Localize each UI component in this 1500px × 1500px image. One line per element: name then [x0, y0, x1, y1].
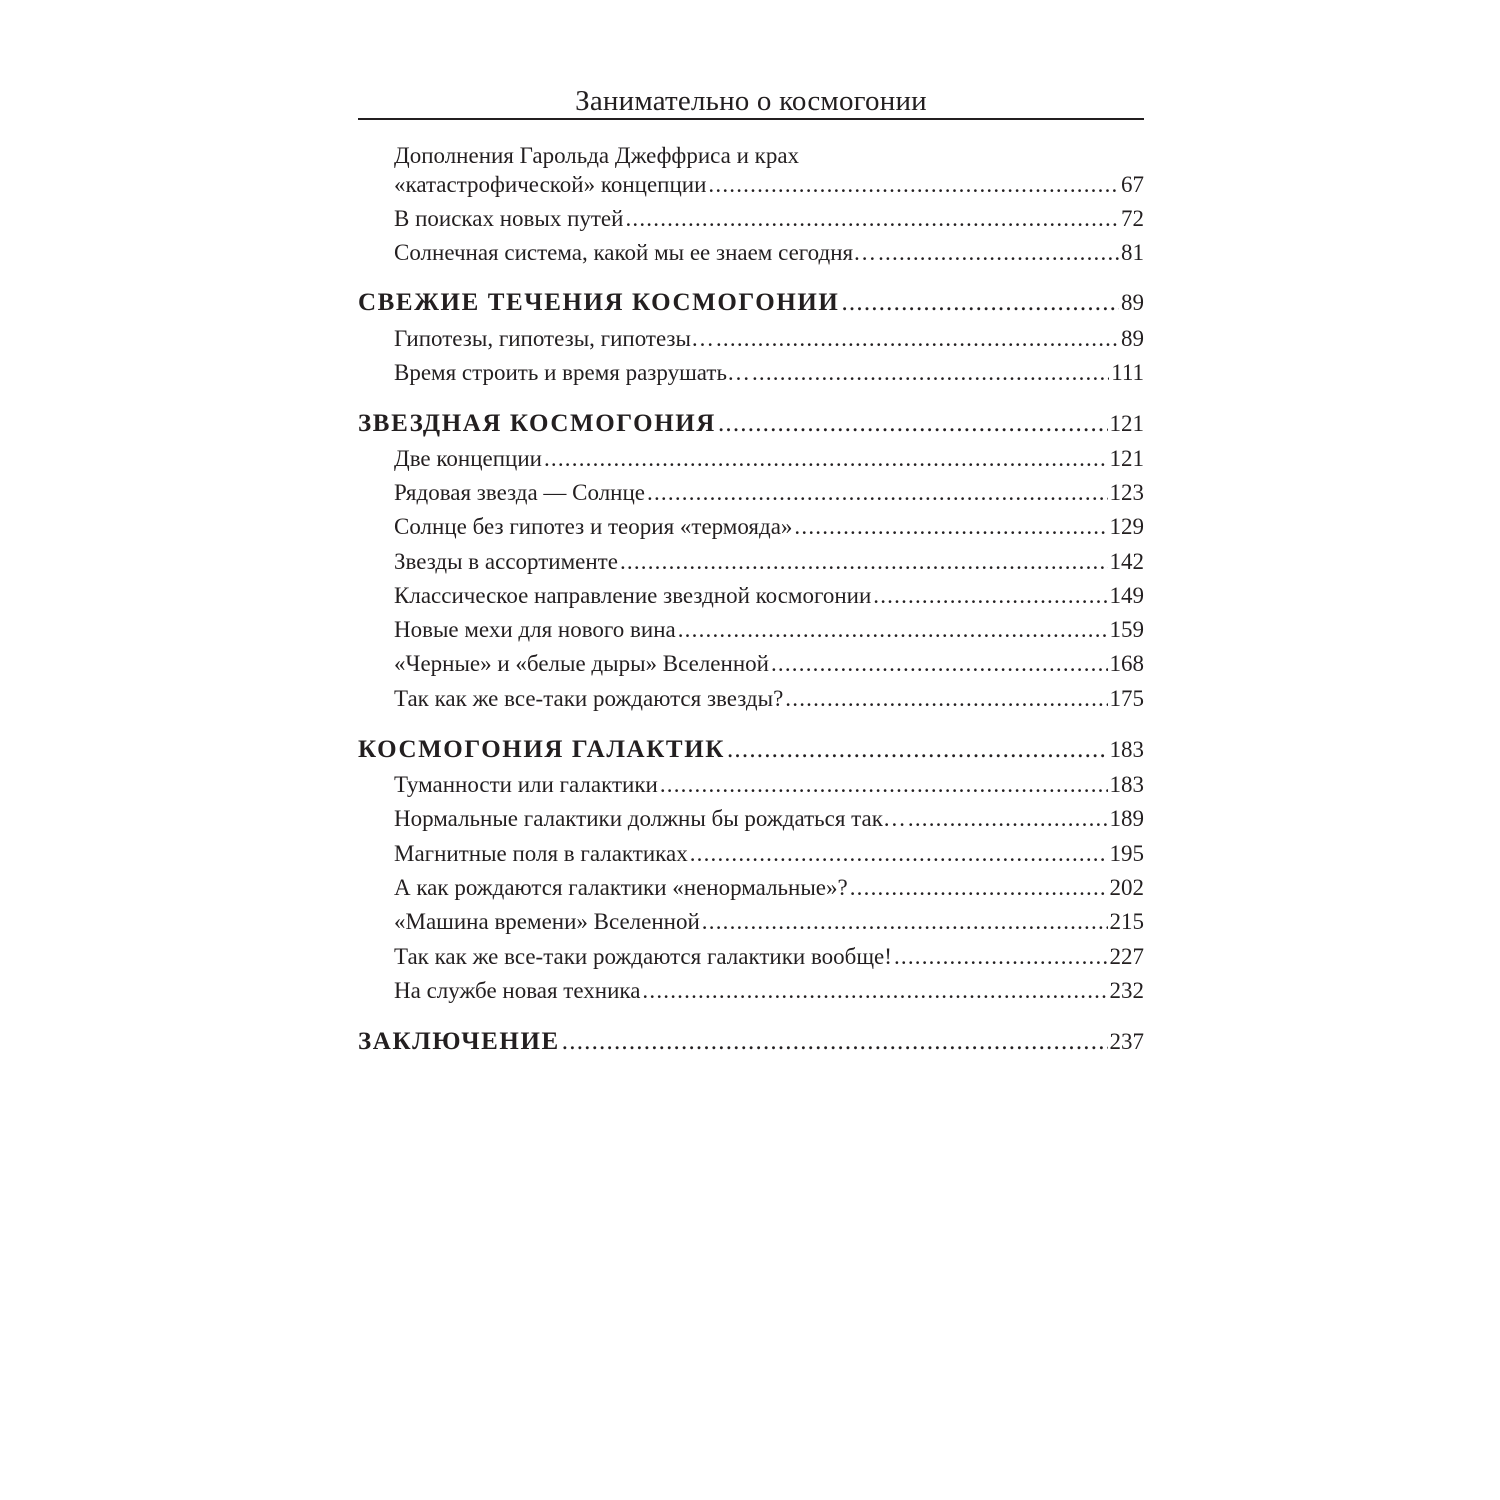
toc-entry[interactable] [394, 512, 1144, 542]
toc-section[interactable] [358, 1026, 1144, 1058]
toc-entry-title: Новые мехи для нового вина [394, 617, 676, 642]
toc-entry-page: 72 [1121, 206, 1144, 231]
toc-entry-title: Так как же все-таки рождаются галактики вообще! [394, 944, 892, 969]
toc-entry-title: На службе новая техника [394, 978, 641, 1003]
toc-entry[interactable] [394, 444, 1144, 474]
toc-section[interactable] [358, 734, 1144, 766]
toc-entry[interactable] [394, 839, 1144, 869]
toc-entry-page: 227 [1109, 944, 1144, 969]
dot-leader [625, 204, 1119, 234]
table-of-contents [358, 0, 1144, 1500]
book-page [358, 0, 1144, 1500]
toc-section-title: ЗАКЛЮЧЕНИЕ [358, 1028, 560, 1055]
dot-leader [678, 615, 1108, 645]
toc-entry-page: 142 [1109, 549, 1144, 574]
dot-leader [716, 324, 1119, 354]
toc-entry-title: Нормальные галактики должны бы рождаться так… [394, 806, 906, 831]
toc-entry-page: 215 [1109, 909, 1144, 934]
toc-entry-page: 168 [1109, 651, 1144, 676]
toc-entry-title: Гипотезы, гипотезы, гипотезы… [394, 326, 714, 351]
toc-entry-page: 81 [1121, 240, 1144, 265]
toc-entry[interactable] [394, 204, 1144, 234]
toc-section-page: 183 [1109, 737, 1144, 762]
toc-entry[interactable] [394, 238, 1144, 268]
toc-section-page: 121 [1109, 411, 1144, 436]
toc-entry-page: 121 [1109, 446, 1144, 471]
toc-entry[interactable] [394, 804, 1144, 834]
toc-entry-first-line: Дополнения Гарольда Джеффриса и крах [394, 143, 800, 168]
toc-entry-title: Классическое направление звездной космогонии [394, 583, 872, 608]
toc-entry[interactable] [394, 324, 1144, 354]
dot-leader [878, 238, 1119, 268]
toc-entry-title: В поисках новых путей [394, 206, 624, 231]
dot-leader [850, 873, 1108, 903]
toc-entry-title: «Машина времени» Вселенной [394, 909, 700, 934]
toc-entry-title: А как рождаются галактики «ненормальные»? [394, 875, 848, 900]
toc-entry-title: «Черные» и «белые дыры» Вселенной [394, 651, 769, 676]
toc-entry-page: 232 [1109, 978, 1144, 1003]
toc-entry-page: 183 [1109, 772, 1144, 797]
dot-leader [894, 942, 1108, 972]
dot-leader [771, 649, 1108, 679]
toc-section[interactable] [358, 287, 1144, 319]
dot-leader [544, 444, 1108, 474]
dot-leader [873, 581, 1107, 611]
dot-leader [794, 512, 1107, 542]
dot-leader [690, 839, 1108, 869]
toc-entry[interactable] [394, 170, 1144, 200]
toc-entry[interactable] [394, 976, 1144, 1006]
toc-entry[interactable] [394, 942, 1144, 972]
toc-entry-title: Время строить и время разрушать… [394, 360, 750, 385]
toc-entry[interactable] [394, 649, 1144, 679]
dot-leader [620, 547, 1108, 577]
toc-entry-title: Солнце без гипотез и теория «термояда» [394, 514, 793, 539]
dot-leader [642, 976, 1107, 1006]
toc-entry[interactable] [394, 358, 1144, 388]
toc-entry-title: Так как же все-таки рождаются звезды? [394, 686, 784, 711]
dot-leader [718, 408, 1108, 440]
toc-entry-title: «катастрофической» концепции [394, 172, 707, 197]
toc-entry[interactable] [394, 615, 1144, 645]
dot-leader [785, 684, 1107, 714]
dot-leader [708, 170, 1119, 200]
toc-entry[interactable] [394, 581, 1144, 611]
dot-leader [702, 907, 1108, 937]
toc-entry-title: Звезды в ассортименте [394, 549, 618, 574]
toc-section-title: СВЕЖИЕ ТЕЧЕНИЯ КОСМОГОНИИ [358, 289, 840, 316]
toc-entry-page: 195 [1109, 841, 1144, 866]
toc-entry-title: Туманности или галактики [394, 772, 658, 797]
toc-entry-page: 89 [1121, 326, 1144, 351]
toc-entry[interactable] [394, 547, 1144, 577]
dot-leader [660, 770, 1108, 800]
toc-entry-page: 67 [1121, 172, 1144, 197]
toc-entry-title: Рядовая звезда — Солнце [394, 480, 646, 505]
toc-section-page: 237 [1109, 1029, 1144, 1054]
dot-leader [752, 358, 1109, 388]
toc-entry-page: 189 [1109, 806, 1144, 831]
dot-leader [908, 804, 1108, 834]
running-head: Занимательно о космогонии [575, 85, 927, 117]
dot-leader [562, 1026, 1108, 1058]
toc-section-page: 89 [1121, 290, 1144, 315]
toc-section-title: КОСМОГОНИЯ ГАЛАКТИК [358, 736, 725, 763]
toc-entry-page: 175 [1109, 686, 1144, 711]
toc-entry[interactable] [394, 478, 1144, 508]
toc-entry[interactable] [394, 873, 1144, 903]
toc-entry[interactable] [394, 684, 1144, 714]
toc-entry-title: Солнечная система, какой мы ее знаем сегодня… [394, 240, 877, 265]
toc-entry-page: 123 [1109, 480, 1144, 505]
toc-entry-page: 202 [1109, 875, 1144, 900]
dot-leader [647, 478, 1107, 508]
dot-leader [727, 734, 1108, 766]
toc-entry[interactable] [394, 770, 1144, 800]
toc-section[interactable] [358, 408, 1144, 440]
toc-entry-page: 111 [1111, 360, 1144, 385]
toc-entry-title: Магнитные поля в галактиках [394, 841, 688, 866]
toc-entry[interactable] [394, 907, 1144, 937]
toc-entry-page: 159 [1109, 617, 1144, 642]
dot-leader [841, 287, 1119, 319]
toc-section-title: ЗВЕЗДНАЯ КОСМОГОНИЯ [358, 410, 716, 437]
toc-entry-page: 129 [1109, 514, 1144, 539]
toc-entry-page: 149 [1109, 583, 1144, 608]
toc-entry-title: Две концепции [394, 446, 542, 471]
